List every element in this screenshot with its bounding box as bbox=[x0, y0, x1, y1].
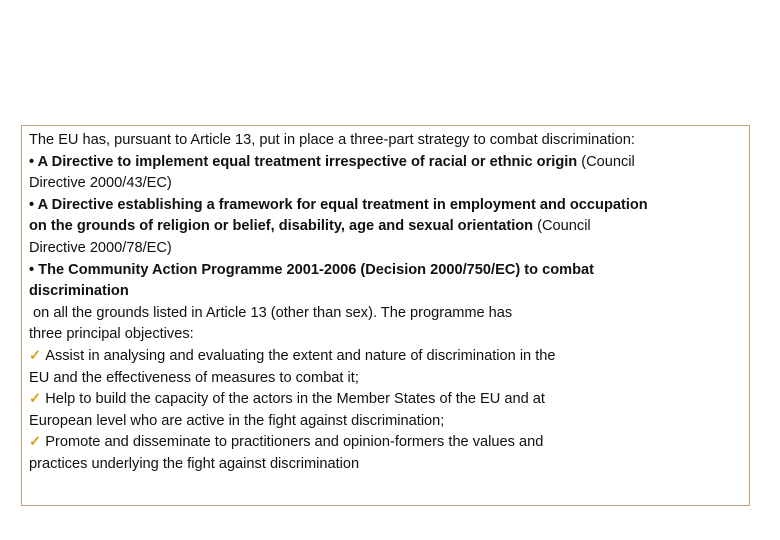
objective-text: Promote and disseminate to practitioners and opinion-formers the values and bbox=[45, 434, 544, 451]
objective-text: Help to build the capacity of the actors in the Member States of the EU and at bbox=[45, 391, 545, 408]
directive-racial-cont: Directive 2000/43/EC) bbox=[29, 175, 172, 192]
strategy-text bbox=[29, 130, 648, 476]
objective-2-cont: European level who are active in the fight against discrimination; bbox=[29, 412, 445, 429]
programme-title: • The Community Action Programme 2001-2006 (Decision 2000/750/EC) to combat bbox=[29, 261, 594, 278]
checkmark-icon: ✓ bbox=[29, 391, 42, 408]
programme-title-cont: discrimination bbox=[29, 283, 129, 300]
objective-3-cont: practices underlying the fight against discrimination bbox=[29, 455, 360, 472]
directive-racial bbox=[29, 152, 648, 174]
programme-desc-cont: three principal objectives: bbox=[29, 326, 194, 343]
directive-employment-ref: (Council bbox=[533, 218, 591, 235]
programme-desc: on all the grounds listed in Article 13 (other than sex). The programme has bbox=[29, 304, 513, 321]
objective-1-cont: EU and the effectiveness of measures to combat it; bbox=[29, 369, 359, 386]
checkmark-icon: ✓ bbox=[29, 434, 42, 451]
directive-racial-title: • A Directive to implement equal treatment irrespective of racial or ethnic origin bbox=[29, 153, 578, 170]
checkmark-icon: ✓ bbox=[29, 347, 42, 364]
directive-employment-cont: Directive 2000/78/EC) bbox=[29, 239, 172, 256]
directive-racial-ref: (Council bbox=[577, 153, 635, 170]
intro-text: The EU has, pursuant to Article 13, put in place a three-part strategy to combat discrimination: bbox=[29, 132, 635, 148]
directive-employment-grounds: on the grounds of religion or belief, disability, age and sexual orientation bbox=[29, 218, 534, 235]
objective-1 bbox=[29, 346, 648, 368]
objective-3 bbox=[29, 432, 648, 454]
objective-2 bbox=[29, 389, 648, 411]
directive-employment-line2 bbox=[29, 216, 648, 238]
objective-text: Assist in analysing and evaluating the extent and nature of discrimination in the bbox=[45, 347, 556, 364]
directive-employment: • A Directive establishing a framework for equal treatment in employment and occupation bbox=[29, 196, 648, 213]
